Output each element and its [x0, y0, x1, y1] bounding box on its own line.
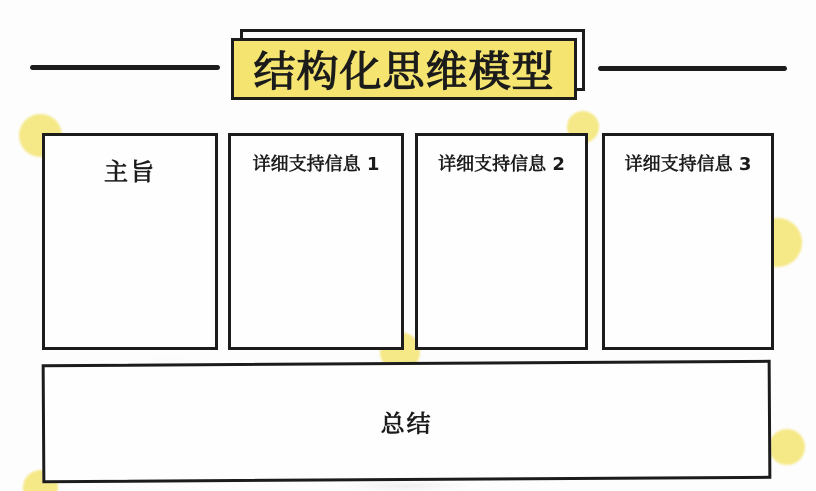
- page-title: [231, 38, 577, 100]
- scan-smudge: [340, 480, 470, 491]
- box-main-idea-label: 主旨: [104, 158, 156, 186]
- title-rule-left: [30, 65, 220, 70]
- box-supporting-info-1: [228, 133, 404, 350]
- box-summary: [42, 360, 772, 483]
- page-title-text: 结构化思维模型: [253, 47, 555, 96]
- box-supporting-info-2-label: 详细支持信息 2: [438, 154, 565, 175]
- box-supporting-info-2: [415, 133, 588, 350]
- box-supporting-info-3-label: 详细支持信息 3: [624, 154, 752, 175]
- box-supporting-info-1-label: 详细支持信息 1: [252, 154, 380, 175]
- title-rule-right: [598, 66, 787, 71]
- box-summary-label: 总结: [380, 409, 433, 439]
- box-supporting-info-3: [602, 133, 774, 350]
- box-main-idea: [42, 133, 218, 350]
- yellow-dot-bottom-right: [769, 429, 805, 465]
